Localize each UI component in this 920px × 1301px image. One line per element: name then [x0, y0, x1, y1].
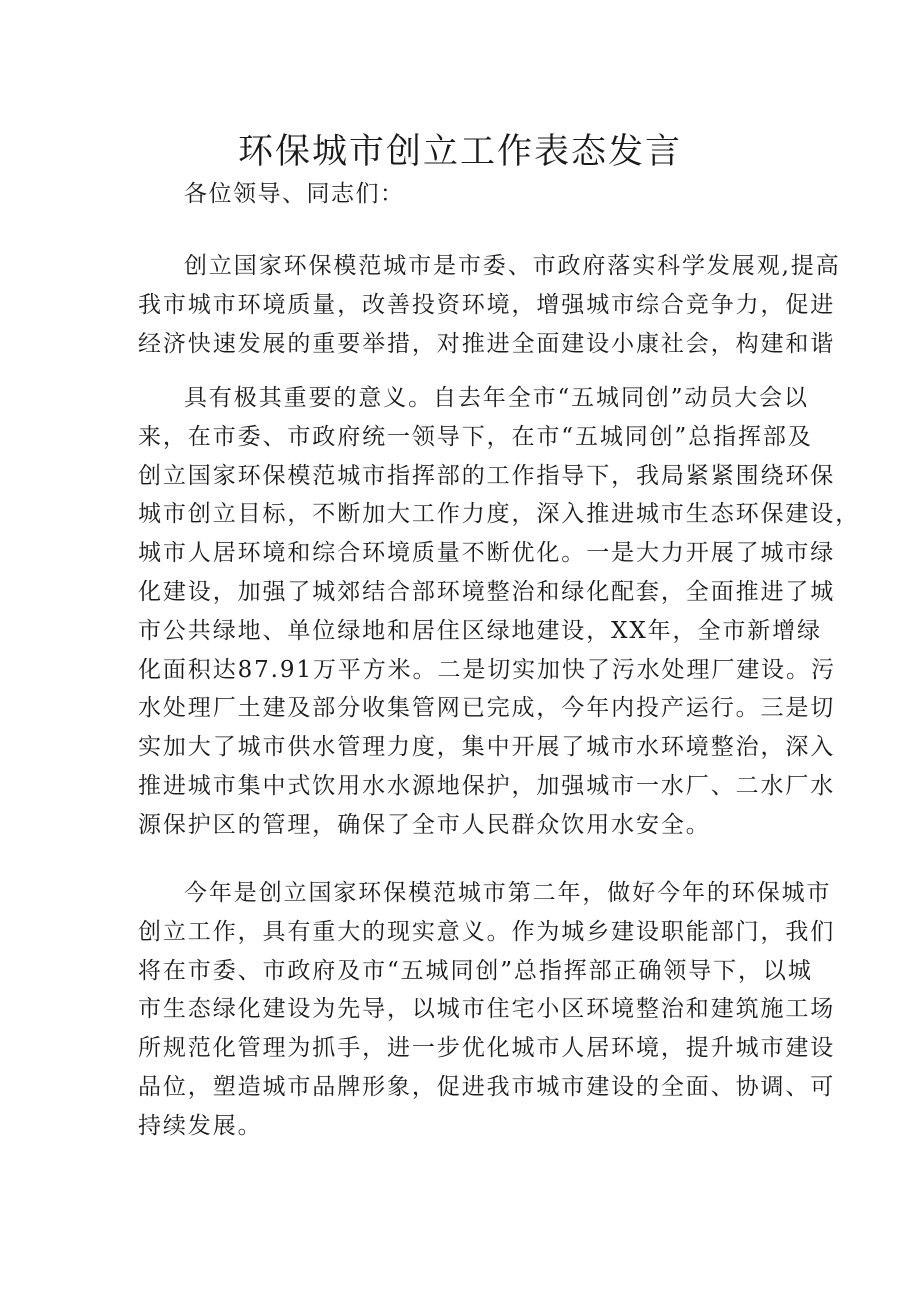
- paragraph-line: 城市创立目标，不断加大工作力度，深入推进城市生态环保建设，: [138, 501, 861, 528]
- paragraph-3: [138, 874, 836, 1146]
- paragraph-line: 化面积达87.91万平方米。二是切实加快了污水处理厂建设。污: [138, 656, 836, 683]
- paragraph-line: 创立国家环保模范城市指挥部的工作指导下，我局紧紧围绕环保: [138, 462, 836, 489]
- salutation: 各位领导、同志们：: [184, 181, 405, 207]
- paragraph-line: 来，在市委、市政府统一领导下，在市“五城同创”总指挥部及: [138, 423, 813, 450]
- paragraph-line: 经济快速发展的重要举措，对推进全面建设小康社会，构建和谐: [138, 330, 836, 357]
- paragraph-line: 市生态绿化建设为先导，以城市住宅小区环境整治和建筑施工场: [138, 996, 836, 1023]
- paragraph-line: 源保护区的管理，确保了全市人民群众饮用水安全。: [138, 811, 711, 838]
- paragraph-line: 我市城市环境质量，改善投资环境，增强城市综合竞争力，促进: [138, 291, 836, 318]
- paragraph-line: 创立国家环保模范城市是市委、市政府落实科学发展观,提高: [184, 253, 841, 279]
- paragraph-line: 所规范化管理为抓手，进一步优化城市人居环境，提升城市建设: [138, 1035, 836, 1062]
- paragraph-line: 市公共绿地、单位绿地和居住区绿地建设，XX年，全市新增绿: [138, 617, 822, 644]
- paragraph-line: 今年是创立国家环保模范城市第二年，做好今年的环保城市: [184, 880, 832, 906]
- paragraph-line: 将在市委、市政府及市“五城同创”总指挥部正确领导下，以城: [138, 957, 813, 984]
- paragraph-2: [138, 379, 861, 845]
- paragraph-line: 化建设，加强了城郊结合部环境整治和绿化配套，全面推进了城: [138, 578, 836, 605]
- paragraph-line: 实加大了城市供水管理力度，集中开展了城市水环境整治，深入: [138, 734, 836, 761]
- paragraph-line: 品位，塑造城市品牌形象，促进我市城市建设的全面、协调、可: [138, 1073, 836, 1100]
- paragraph-line: 具有极其重要的意义。自去年全市“五城同创”动员大会以: [184, 385, 809, 411]
- paragraph-line: 推进城市集中式饮用水水源地保护，加强城市一水厂、二水厂水: [138, 772, 836, 799]
- paragraph-line: 创立工作，具有重大的现实意义。作为城乡建设职能部门，我们: [138, 918, 836, 945]
- paragraph-line: 水处理厂土建及部分收集管网已完成，今年内投产运行。三是切: [138, 695, 836, 722]
- paragraph-line: 城市人居环境和综合环境质量不断优化。一是大力开展了城市绿: [138, 540, 836, 567]
- paragraph-line: 持续发展。: [138, 1112, 263, 1139]
- paragraph-1: [138, 247, 841, 363]
- document-title: 环保城市创立工作表态发言: [237, 132, 682, 172]
